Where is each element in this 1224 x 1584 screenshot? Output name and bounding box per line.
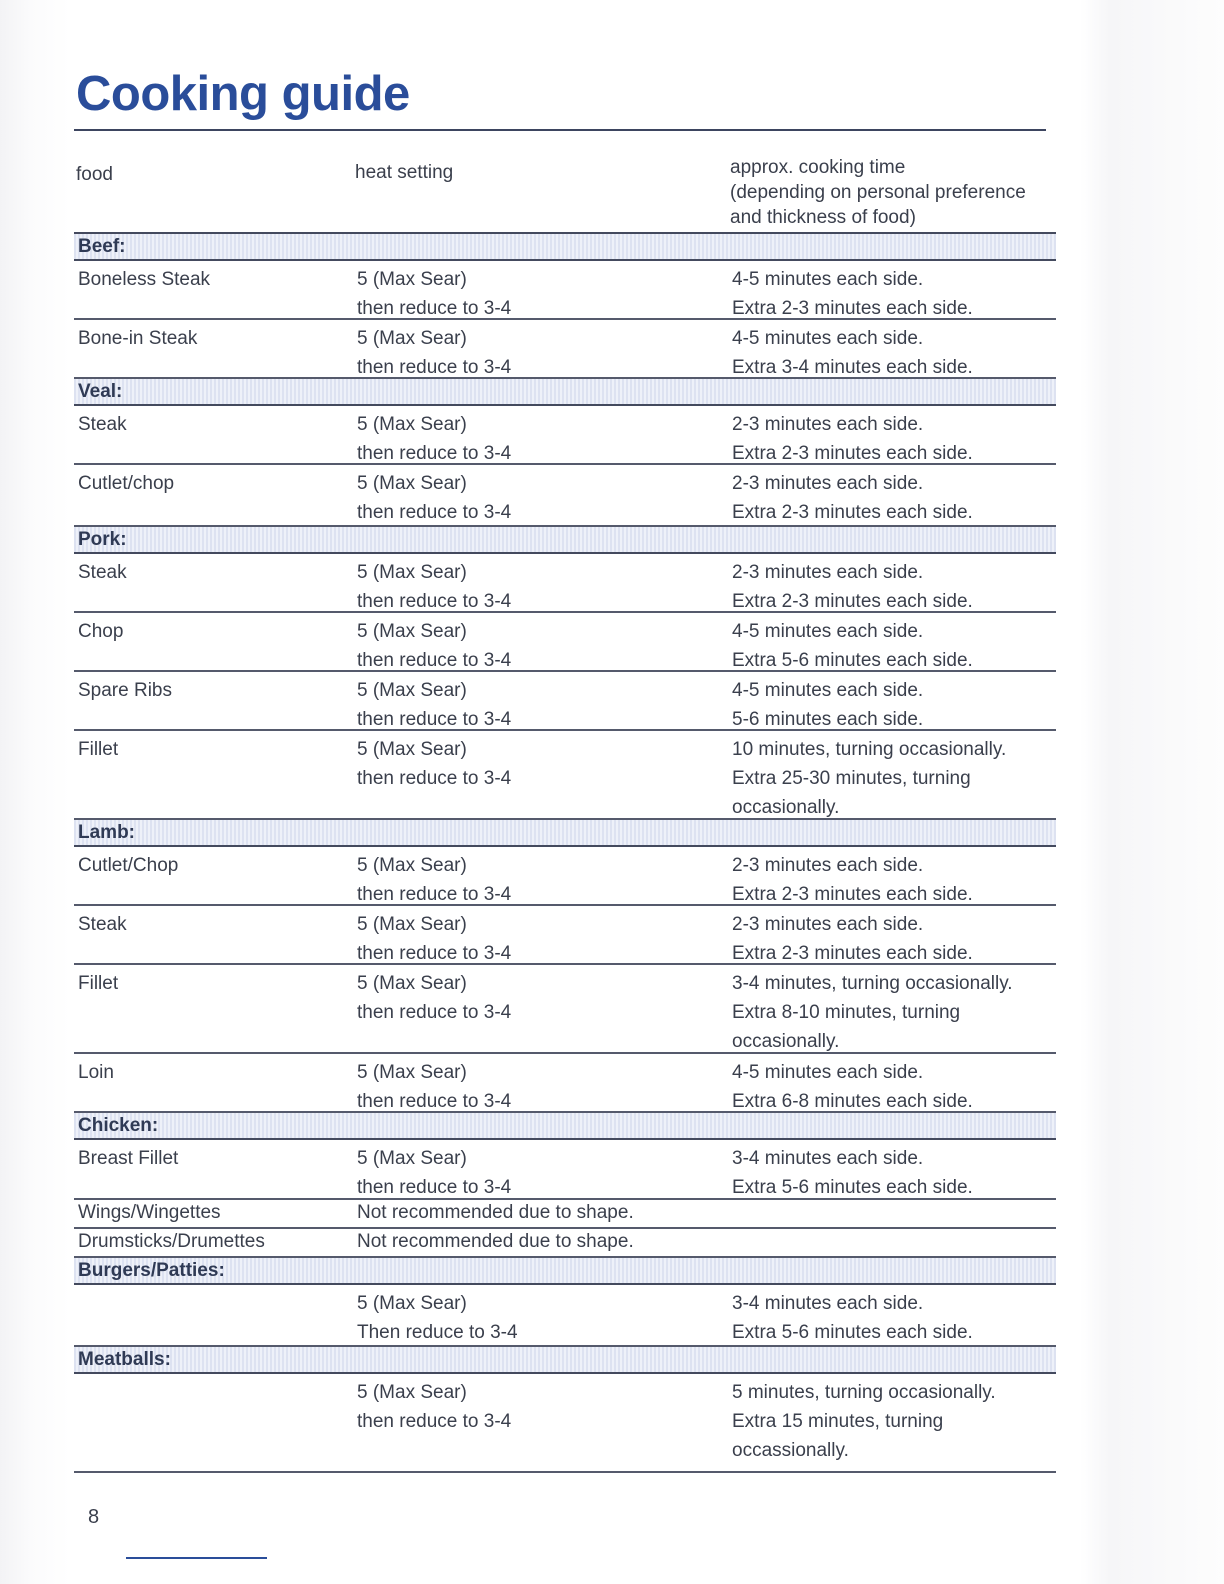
time-cell: 2-3 minutes each side. Extra 2-3 minutes each side.	[732, 914, 973, 964]
section-beef: Beef:	[74, 234, 1056, 261]
food-cell: Fillet	[78, 739, 119, 760]
heat-cell: 5 (Max Sear) then reduce to 3-4	[357, 328, 512, 378]
food-cell: Chop	[78, 621, 124, 642]
heat-cell: 5 (Max Sear) then reduce to 3-4	[357, 680, 512, 730]
time-cell: 4-5 minutes each side. Extra 6-8 minutes each side.	[732, 1062, 973, 1112]
header-food: food	[76, 164, 113, 185]
food-cell: Boneless Steak	[78, 269, 211, 290]
food-cell: Steak	[78, 562, 127, 583]
table-row	[74, 1229, 1056, 1258]
cooking-guide-table	[74, 150, 1056, 1473]
heat-cell: 5 (Max Sear) then reduce to 3-4	[357, 414, 512, 464]
heat-cell: 5 (Max Sear) then reduce to 3-4	[357, 473, 512, 523]
table-row	[74, 613, 1056, 672]
food-cell: Drumsticks/Drumettes	[78, 1231, 265, 1252]
table-row	[74, 1054, 1056, 1113]
time-cell: 4-5 minutes each side. 5-6 minutes each side.	[732, 680, 924, 730]
food-cell: Wings/Wingettes	[78, 1202, 221, 1223]
heat-cell: 5 (Max Sear) then reduce to 3-4	[357, 973, 512, 1023]
header-heat-setting: heat setting	[355, 162, 454, 183]
heat-cell: 5 (Max Sear) Then reduce to 3-4	[357, 1293, 518, 1343]
table-row	[74, 672, 1056, 731]
food-cell: Spare Ribs	[78, 680, 172, 701]
table-row	[74, 1140, 1056, 1200]
section-veal: Veal:	[74, 379, 1056, 406]
heat-cell: 5 (Max Sear) then reduce to 3-4	[357, 1148, 512, 1198]
food-cell: Breast Fillet	[78, 1148, 179, 1169]
table-row	[74, 465, 1056, 527]
table-row	[74, 406, 1056, 465]
table-row	[74, 261, 1056, 320]
title-rule	[74, 129, 1046, 131]
section-burgers: Burgers/Patties:	[74, 1258, 1056, 1285]
food-cell: Cutlet/Chop	[78, 855, 179, 876]
table-row	[74, 320, 1056, 379]
time-cell: 4-5 minutes each side. Extra 3-4 minutes each side.	[732, 328, 973, 378]
time-cell: 4-5 minutes each side. Extra 2-3 minutes each side.	[732, 269, 973, 319]
time-cell: 4-5 minutes each side. Extra 5-6 minutes each side.	[732, 621, 973, 671]
heat-cell: 5 (Max Sear) then reduce to 3-4	[357, 269, 512, 319]
time-cell: 2-3 minutes each side. Extra 2-3 minutes each side.	[732, 473, 973, 523]
time-cell: 2-3 minutes each side. Extra 2-3 minutes each side.	[732, 855, 973, 905]
food-cell: Bone-in Steak	[78, 328, 198, 349]
time-cell: 2-3 minutes each side. Extra 2-3 minutes each side.	[732, 414, 973, 464]
heat-cell: Not recommended due to shape.	[357, 1231, 634, 1252]
footer-rule	[126, 1557, 267, 1559]
time-cell: 3-4 minutes each side. Extra 5-6 minutes each side.	[732, 1293, 973, 1343]
table-header	[74, 150, 1056, 234]
time-cell: 3-4 minutes, turning occasionally. Extra 8-10 minutes, turning occasionally.	[732, 973, 1013, 1052]
time-cell: 2-3 minutes each side. Extra 2-3 minutes each side.	[732, 562, 973, 612]
section-chicken: Chicken:	[74, 1113, 1056, 1140]
heat-cell: Not recommended due to shape.	[357, 1202, 634, 1223]
heat-cell: 5 (Max Sear) then reduce to 3-4	[357, 855, 512, 905]
food-cell: Loin	[78, 1062, 114, 1083]
food-cell: Steak	[78, 414, 127, 435]
food-cell: Cutlet/chop	[78, 473, 175, 494]
heat-cell: 5 (Max Sear) then reduce to 3-4	[357, 562, 512, 612]
time-cell: 3-4 minutes each side. Extra 5-6 minutes each side.	[732, 1148, 973, 1198]
heat-cell: 5 (Max Sear) then reduce to 3-4	[357, 914, 512, 964]
heat-cell: 5 (Max Sear) then reduce to 3-4	[357, 1062, 512, 1112]
heat-cell: 5 (Max Sear) then reduce to 3-4	[357, 621, 512, 671]
header-cooking-time: approx. cooking time (depending on personal preference and thickness of food)	[730, 157, 1026, 228]
table-row	[74, 731, 1056, 820]
table-row	[74, 1374, 1056, 1473]
page-number: 8	[88, 1506, 100, 1528]
table-row	[74, 554, 1056, 613]
section-meatballs: Meatballs:	[74, 1347, 1056, 1374]
table-row	[74, 965, 1056, 1054]
section-lamb: Lamb:	[74, 820, 1056, 847]
table-row	[74, 1285, 1056, 1347]
heat-cell: 5 (Max Sear) then reduce to 3-4	[357, 739, 512, 789]
table-row	[74, 847, 1056, 906]
table-row	[74, 906, 1056, 965]
time-cell: 10 minutes, turning occasionally. Extra 25-30 minutes, turning occasionally.	[732, 739, 1007, 818]
page-title: Cooking guide	[76, 67, 410, 121]
food-cell: Steak	[78, 914, 127, 935]
food-cell: Fillet	[78, 973, 119, 994]
section-pork: Pork:	[74, 527, 1056, 554]
heat-cell: 5 (Max Sear) then reduce to 3-4	[357, 1382, 512, 1432]
table-row	[74, 1200, 1056, 1229]
time-cell: 5 minutes, turning occasionally. Extra 15 minutes, turning occassionally.	[732, 1382, 996, 1461]
